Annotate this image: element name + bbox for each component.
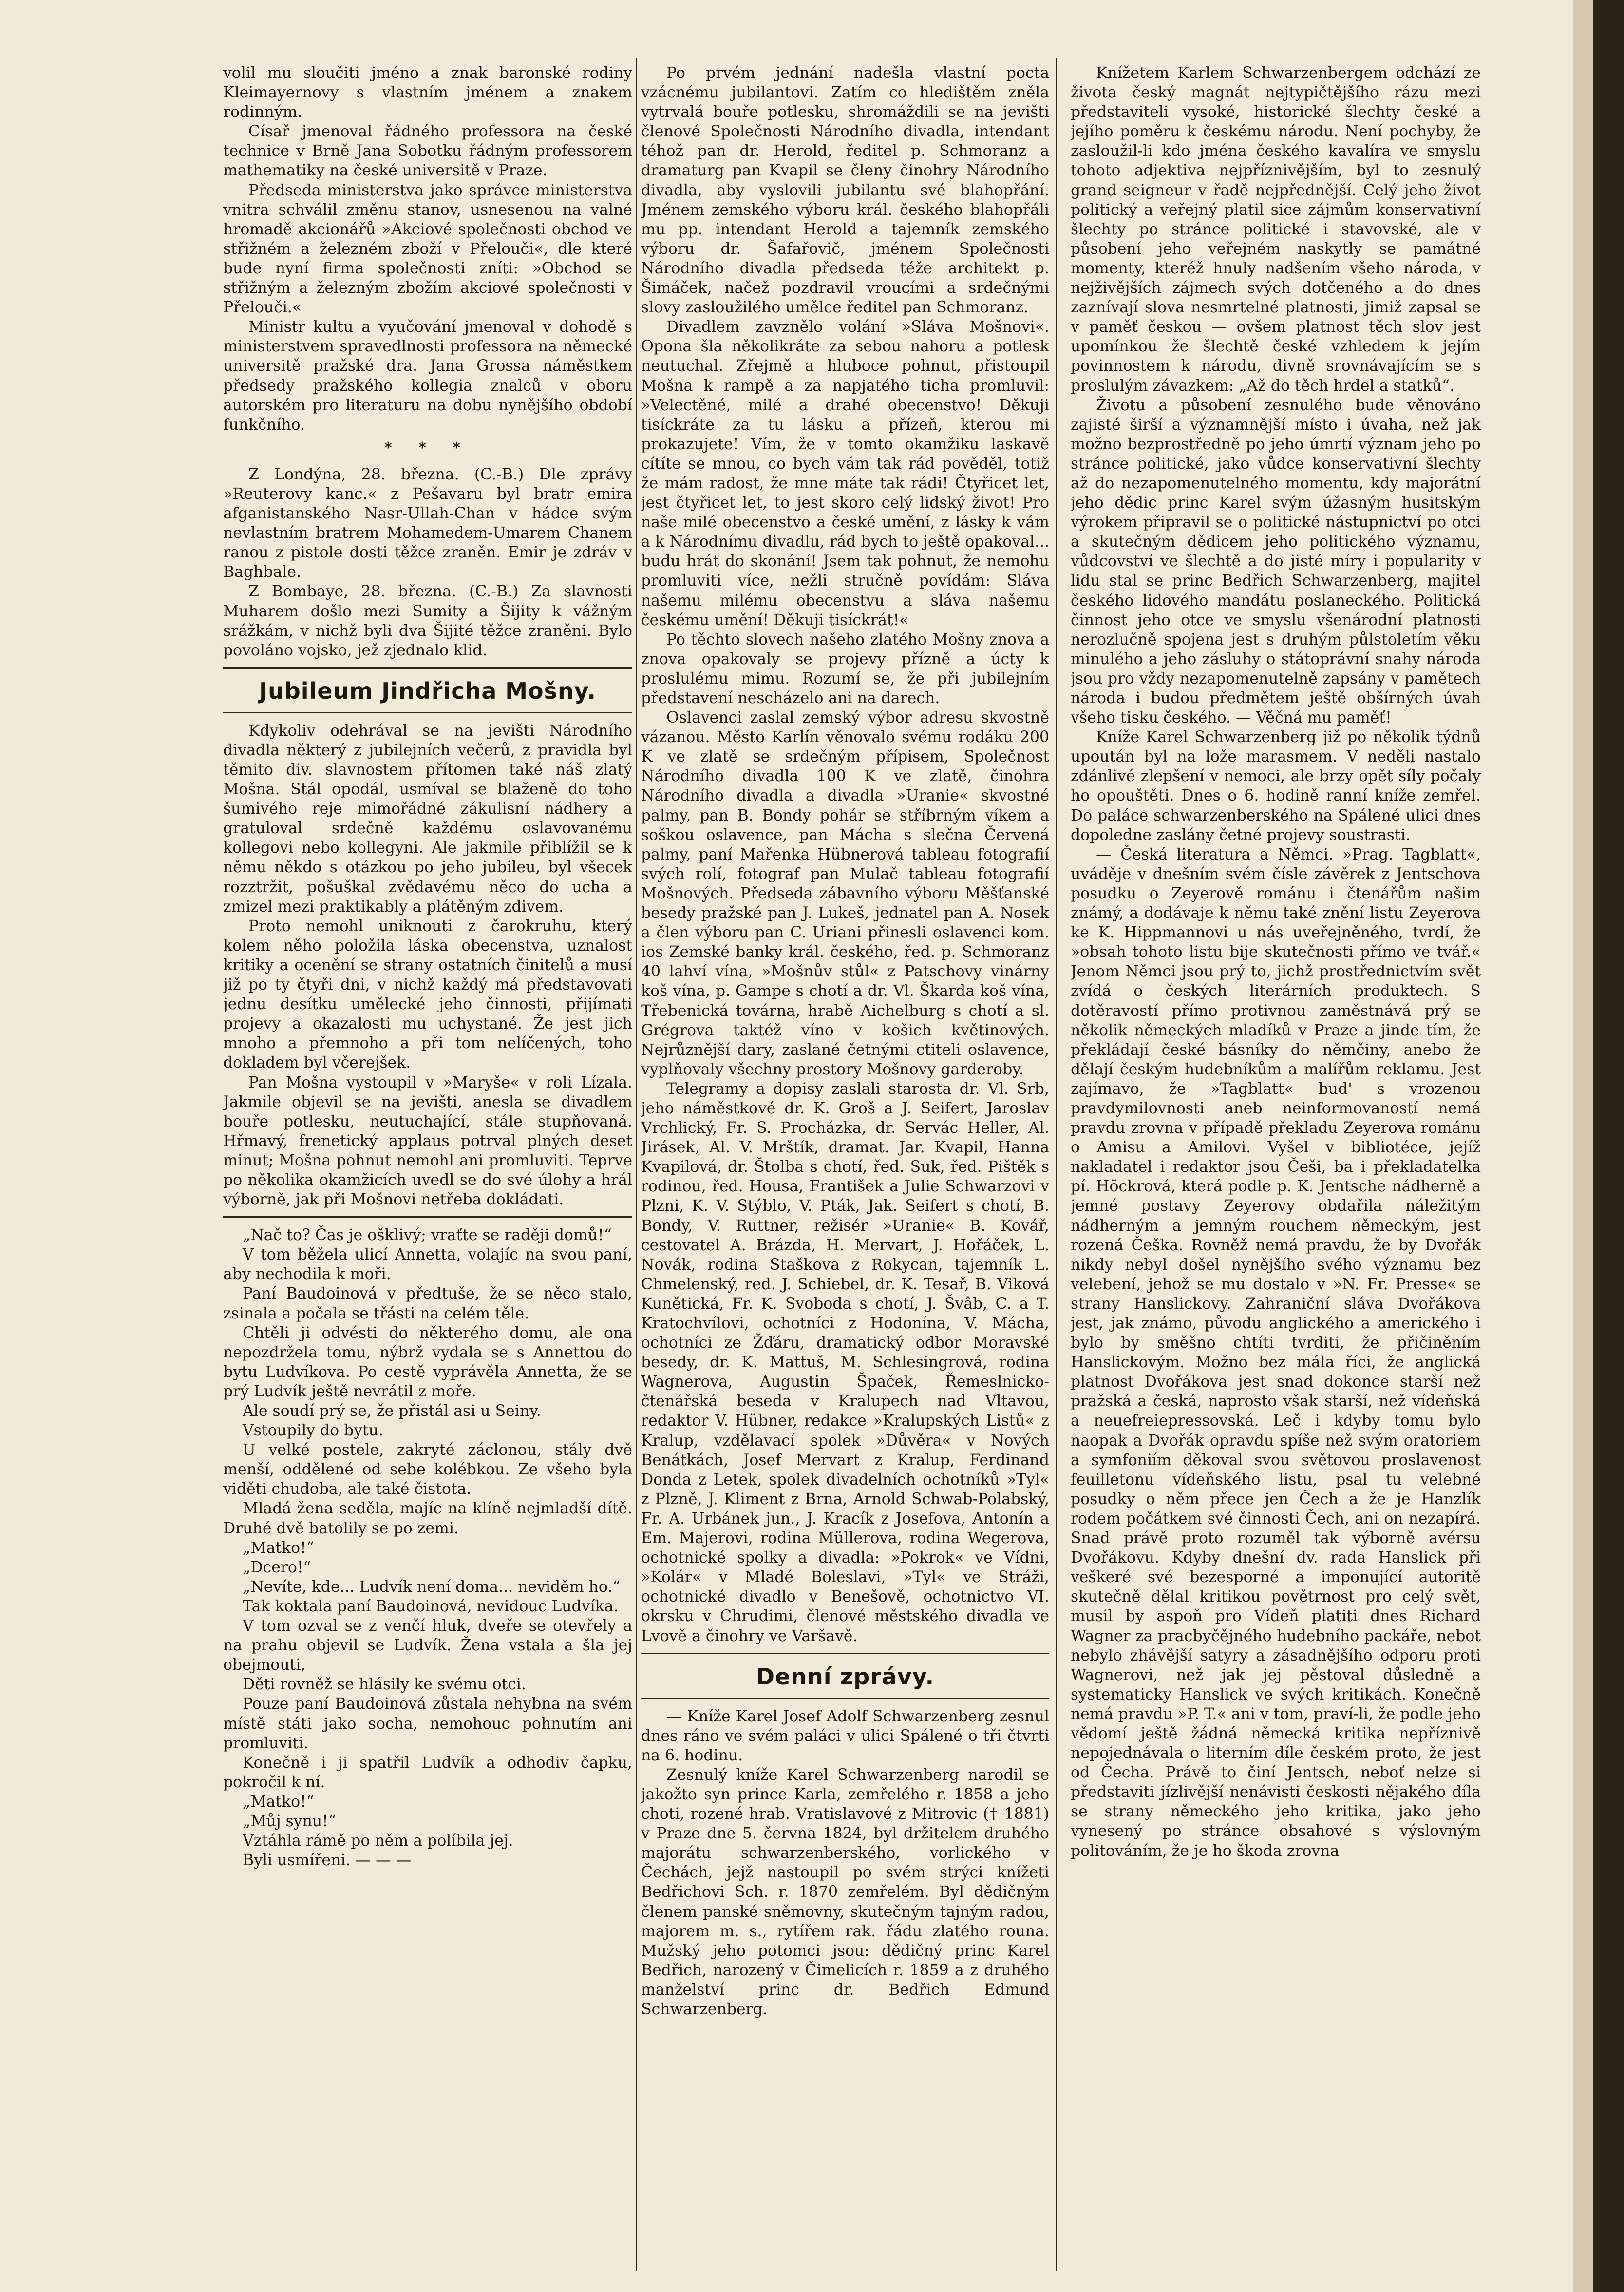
feuilleton-paragraph: Ale soudí prý se, že přistál asi u Seiny. (243, 1402, 541, 1420)
section-rule (223, 712, 632, 713)
section-rule (641, 1698, 1049, 1699)
news-paragraph: Zesnulý kníže Karel Schwarzenberg narodil se jakožto syn prince Karla, zemřelého r. 1858 a jeho choti, rozené hrab. Vratislavové z Mitrovic († 1881) v Praze dne 5. června 1824, byl držitelem druhého majorátu schwarzenberského, vorlického v Čechách, jejž nastoupil po svém strýci knížeti Bedřichovi Sch. r. 1870 zemřelém. Byl dědičným členem panské sněmovny, skutečným tajným radou, majorem m. s., rytířem rak. řádu zlatého rouna. Mužský jeho potomci jsou: dědičný princ Karel Bedřich, narozený v Čimelicích r. 1859 a z druhého manželství princ dr. Bedřich Edmund Schwarzenberg. (641, 1766, 1049, 2018)
feuilleton-paragraph: Pouze paní Baudoinová zůstala nehybna na svém místě státi jako socha, nemohouc pohnutím ani promluviti. (223, 1695, 632, 1752)
column-middle (641, 63, 1049, 2271)
news-paragraph: Životu a působení zesnulého bude věnováno zajisté širší a významnější místo i úvaha, než jak možno bezprostředně po jeho úmrtí význam jeho po stránce politické, jako vůdce konservativní šlechty až do nezapomenutelného momentu, kdy majorátní jeho dědic princ Karel svým úžasným husitským výrokem připravil se o politické nástupnictví po otci a skutečným dědicem jeho politického významu, vůdcovství ve šlechtě a do jisté míry i popularity v lidu stal se princ Bedřich Schwarzenberg, majitel českého lidového mandátu poslaneckého. Politická činnost jeho otce ve smyslu všenárodní platnosti nerozlučně spojena jest s druhým půlstoletím věku minulého a jeho zásluhy o státoprávní snahy národa jsou pro vždy nezapomenutelně zapsány v pamětech národa i budou předmětem ještě obšírných úvah všeho tisku českého. — Věčná mu paměť! (1071, 396, 1481, 727)
column-right (1071, 63, 1481, 2271)
feuilleton-paragraph: „Můj synu!“ (243, 1812, 336, 1830)
article-paragraph: Telegramy a dopisy zaslali starosta dr. Vl. Srb, jeho náměstkové dr. K. Groš a J. Seifert, Jaroslav Vrchlický, Fr. S. Procházka, dr. Servác Heller, Al. Jirásek, Al. V. Mrštík, dramat. Jar. Kvapil, Hanna Kvapilová, dr. Štolba s chotí, řed. Suk, řed. Pištěk s rodinou, řed. Housa, František a Julie Schwarzovi v Plzni, K. V. Stýblo, V. Pták, Jak. Seifert s chotí, B. Bondy, V. Ruttner, režisér »Uranie« B. Kovář, cestovatel A. Brázda, H. Mervart, J. Hořáček, L. Novák, rodina Staškova z Rokycan, tajemník L. Chmelenský, red. J. Schiebel, dr. K. Tesař, B. Viková Kunětická, Fr. K. Svoboda s chotí, J. Švâb, C. a T. Kratochvílovi, ochotníci z Hodonína, V. Mácha, ochotníci ze Žďáru, dramatický odbor Moravské besedy, dr. K. Mattuš, M. Schlesingrová, rodina Wagnerova, Augustin Špaček, Řemeslnicko-čtenářská beseda v Kralupech nad Vltavou, redaktor V. Hübner, redakce »Kralupských Listů« z Kralup, vzdělavací spolek »Důvěra« v Nových Benátkách, Josef Mervart z Kralup, Ferdinand Donda z Letek, spolek divadelních ochotníků »Tyl« z Plzně, J. Kliment z Brna, Arnold Schwab-Polabský, Fr. A. Urbánek jun., J. Kracík z Josefova, Antonín a Em. Majerovi, rodina Müllerova, rodina Wegerova, ochotnické spolky a divadla: »Pokrok« ve Vídni, »Kolár« v Mladé Boleslavi, »Tyl« ve Stráži, ochotnické divadlo v Benešově, ochotnictvo VI. okrsku v Chrudimi, členové městského divadla ve Lvově a činohry ve Varšavě. (641, 1080, 1049, 1645)
feuilleton-rule (223, 1216, 632, 1218)
column-divider-1 (636, 58, 637, 2271)
jubileum-heading: Jubileum Jindřicha Mošny. (259, 677, 597, 704)
article-paragraph: Divadlem zavznělo volání »Sláva Mošnovi«. Opona šla několikráte za sebou nahoru a potlesk neutuchal. Zřejmě a hluboce pohnut, přistoupil Mošna k rampě a za napjatého ticha promluvil: »Velectěné, milé a drahé obecenstvo! Děkuji tisíckráte za tu lásku a přízeň, kterou mi prokazujete! Vím, že v tomto okamžiku laskavě cítíte se mnou, co bych vám tak rád pověděl, totiž že mám radost, že mne máte tak rádi! Čtyřicet let, jest čtyřicet let, to jest skoro celý lidský život! Pro naše milé obecenstvo a české umění, z lásky k vám a k Národnímu divadlu, rád bych to ještě opakoval... budu hrát do skonání! Jsem tak pohnut, že nemohu promluviti více, nežli stručně povídám: Sláva našemu milému obecenstvu a sláva našemu českému umění! Děkuji tisíckrát!« (641, 318, 1049, 629)
article-paragraph: Po těchto slovech našeho zlatého Mošny znova a znova opakovaly se projevy přízně a úcty k proslulému mimu. Rozumí se, že při jubilejním představení nescházelo ani na darech. (641, 630, 1049, 707)
section-rule (223, 667, 632, 668)
column-left (223, 63, 632, 2271)
daily-news-heading: Denní zprávy. (755, 1663, 935, 1690)
feuilleton-paragraph: „Dcero!“ (243, 1558, 311, 1576)
news-paragraph: Kníže Karel Schwarzenberg již po několik týdnů upoután byl na lože marasmem. V neděli nastalo zdánlivé zlepšení v nemoci, ale brzy opět síly počaly ho opouštěti. Dnes o 6. hodině ranní kníže zemřel. Do paláce schwarzenberského na Spálené ulici dnes dopoledne zaslány četné projevy soustrasti. (1071, 728, 1481, 844)
news-paragraph: Z Bombaye, 28. března. (C.-B.) Za slavnosti Muharem došlo mezi Sumity a Šijity k vážným srážkám, v nichž byli dva Šijité těžce zraněni. Bylo povoláno vojsko, jež zjednalo klid. (223, 583, 632, 659)
feuilleton-paragraph: Byli usmířeni. — — — (243, 1852, 412, 1870)
news-paragraph: Císař jmenoval řádného professora na české technice v Brně Jana Sobotku řádným professorem mathematiky na české universitě v Praze. (223, 123, 632, 180)
feuilleton-paragraph: Paní Baudoinová v předtuše, že se něco stalo, zsinala a počala se třásti na celém těle. (223, 1285, 632, 1322)
feuilleton-paragraph: V tom běžela ulicí Annetta, volajíc na svou paní, aby nechodila k moři. (223, 1246, 632, 1283)
scan-background-edge (1593, 0, 1624, 2292)
news-paragraph: Ministr kultu a vyučování jmenoval v dohodě s ministerstvem spravedlnosti professora na německé universitě pražské dra. Jana Grossa náměstkem předsedy pražského kollegia znalců v oboru autorském pro literaturu na dobu nynějšího období funkčního. (223, 318, 632, 434)
feuilleton-paragraph: U velké postele, zakryté záclonou, stály dvě menší, oddělené od sebe kolébkou. Ze všeho byla viděti chudoba, ale také čistota. (223, 1441, 632, 1498)
feuilleton-paragraph: Vstoupily do bytu. (243, 1422, 384, 1440)
article-paragraph: Pan Mošna vystoupil v »Maryše« v roli Lízala. Jakmile objevil se na jevišti, anesla se divadlem bouře potlesku, neutuchající, stále stupňovaná. Hřmavý, frenetický applaus potrval plných deset minut; Mošna pohnut nemohl ani promluviti. Teprve po několika okamžicích uvedl se do své úlohy a hrál výborně, jak při Mošnovi netřeba dokládati. (223, 1073, 632, 1209)
news-paragraph: Knížetem Karlem Schwarzenbergem odchází ze života český magnát nejtypičtějšího rázu mezi představiteli vysoké, historické šlechty české a jejího poměru k českému národu. Není pochyby, že zasloužil-li kdo jména českého kavalíra ve smyslu tohoto adjektiva nejpříznivějším, byl to zesnulý grand seigneur v řadě nejpřednější. Celý jeho život politický a veřejný platil sice zájmům konservativní šlechty po stránce politické i stavovské, ale v působení jeho veřejném naskytly se památné momenty, kteréž hnuly nadšením všeho národa, v nejživějších zájmech svých dotčeného a do dnes zaznívají slova nesmrtelné platnosti, jimiž zapsal se v paměť českou — ovšem platnost těch slov jest upomínkou že šlechtě české vzhledem k jejím povinnostem k národu, divně srovnávajícím se s proslulým závazkem: „Až do těch hrdel a statků“. (1071, 64, 1481, 395)
article-paragraph: Kdykoliv odehrával se na jevišti Národního divadla některý z jubilejních večerů, z pravidla byl těmito div. slavnostem přítomen také náš zlatý Mošna. Stál opodál, usmíval se blaženě do toho šumivého reje mimořádné zákulisní nádhery a gratuloval srdečně každému oslavovanému kollegovi nebo kollegyni. Ale jakmile přiblížil se k němu někdo s otázkou po jeho jubileu, byl všecek rozztržit, pošuškal zvědavému něco do ucha a zmizel mezi praktikably a plátěným zdivem. (223, 722, 632, 916)
article-paragraph: Oslavenci zaslal zemský výbor adresu skvostně vázanou. Město Karlín věnovalo svému rodáku 200 K ve zlatě se srdečným přípisem, Společnost Národního divadla 100 K ve zlatě, činohra Národního divadla a divadla »Uranie« skvostné palmy, pan B. Bondy pohár se stříbrným víkem a soškou oslavence, pan Mácha s slečna Červená palmy, paní Mařenka Hübnerová tableau fotografií svých rolí, fotograf pan Mulač tableau fotografií Mošnových. Předseda zábavního výboru Měšťanské besedy pražské pan J. Lukeš, jednatel pan A. Nosek a člen výboru pan C. Uriani přinesli oslavenci kom. ios Zemské banky král. českého, řed. p. Schmoranz 40 lahví vína, »Mošnův stůl« z Patschovy vinárny koš vína, p. Gampe s chotí a dr. Vl. Škarda koš vína, Třebenická továrna, hrabě Aichelburg s chotí a sl. Grégrova taktéž víno v košich květinových. Nejrůznější dary, zaslané četnými ctiteli oslavence, vyplňovaly všechny prostory Mošnovy garderoby. (641, 709, 1049, 1078)
feuilleton-paragraph: „Nač to? Čas je ošklivý; vraťte se raději domů!“ (243, 1226, 612, 1244)
article-paragraph: Proto nemohl uniknouti z čarokruhu, který kolem něho položila láska obecenstva, uznalost kritiky a ocenění se strany ostatních činitelů a musí již po ty čtyři dni, v nichž každý má představovati jednu desítku umělecké jeho činnosti, přijímati projevy a okazalosti mu uchystané. Že jest jich mnoho a přemnoho a při tom nelíčených, toho dokladem byl včerejšek. (223, 917, 632, 1072)
feuilleton-paragraph: „Nevíte, kde... Ludvík není doma... neviděm ho.“ (243, 1578, 621, 1596)
feuilleton-paragraph: Chtěli ji odvésti do některého domu, ale ona nepozdržela tomu, nýbrž vydala se s Annettou do bytu Ludvíkova. Po cestě vyprávěla Annetta, že se prý Ludvík ještě nevrátil z moře. (223, 1324, 632, 1400)
feuilleton-paragraph: „Matko!“ (243, 1793, 314, 1811)
feuilleton-paragraph: Děti rovněž se hlásily ke svému otci. (243, 1676, 526, 1694)
feuilleton-paragraph: Mladá žena seděla, majíc na klíně nejmladší dítě. Druhé dvě batolily se po zemi. (223, 1500, 632, 1537)
news-paragraph: volil mu sloučiti jméno a znak baronské rodiny Kleimayernovy s vlastním jménem a znakem rodinným. (223, 64, 632, 121)
section-rule (641, 1653, 1049, 1654)
news-paragraph: Předseda ministerstva jako správce ministerstva vnitra schválil změnu stanov, usnesenou na valné hromadě akcionářů »Akciové společnosti obchod ve střižném a železném zboží v Přelouči«, dle které bude nyní firma společnosti zníti: »Obchod se střižným a železným zbožím akciové společnosti v Přelouči.« (223, 181, 632, 317)
feuilleton-paragraph: „Matko!“ (243, 1539, 314, 1557)
news-paragraph: — Kníže Karel Josef Adolf Schwarzenberg zesnul dnes ráno ve svém paláci v ulici Spálené o tři čtvrti na 6. hodinu. (641, 1707, 1049, 1764)
article-paragraph: Po prvém jednání nadešla vlastní pocta vzácnému jubilantovi. Zatím co hledištěm zněla vytrvalá bouře potlesku, shromáždili se na jevišti členové Společnosti Národního divadla, intendant téhož pan dr. Herold, ředitel p. Schmoranz a dramaturg pan Kvapil se členy činohry Národního divadla, aby vyslovili jubilantu své blahopřání. Jménem zemského výboru král. českého blahopřáli mu pp. intendant Herold a tajemník zemského výboru dr. Šafařovič, jménem Společnosti Národního divadla předseda téže architekt p. Šimáček, načež pozdravil vroucími a srdečnými slovy zasloužilého umělce ředitel pan Schmoranz. (641, 64, 1049, 317)
feuilleton-paragraph: Vztáhla rámě po něm a políbila jej. (243, 1832, 513, 1850)
feuilleton-paragraph: Konečně i ji spatřil Ludvík a odhodiv čapku, pokročil k ní. (223, 1754, 632, 1791)
feuilleton-paragraph: V tom ozval se z venčí hluk, dveře se otevřely a na prahu objevil se Ludvík. Žena vstala a šla jej obejmouti, (223, 1617, 632, 1674)
feuilleton-paragraph: Tak koktala paní Baudoinová, nevidouc Ludvíka. (243, 1597, 619, 1615)
news-paragraph: — Česká literatura a Němci. »Prag. Tagblatt«, uváděje v dnešním svém čísle závěrek z Jentschova posudku o Zeyerově románu i čtenářům našim známý, a dodávaje k němu také znění listu Zeyerova ke K. Hippmannovi u nás uveřejněného, tvrdí, že »obsah tohoto listu bije skutečnosti přímo ve tvář.« Jenom Němci jsou prý to, jichž prostřednictvím svět zvídá o českých literárních produktech. S dotěravostí přímo protivnou zaměstnává prý se několik německých mladíků v Praze a jinde tím, že překládají české básníky do němčiny, anebo že dělají českým hudebníkům a malířům reklamu. Jest zajímavo, že »Tagblatt« bud' s vrozenou pravdymilovnosti aneb neinformovaností nemá pravdu zrovna v případě překladu Zeyerova románu o Amisu a Amilovi. Vyšel v bibliotéce, jejíž nakladatel i redaktor jsou Češi, ba i překladatelka pí. Höckrová, která podle p. K. Jentsche nádherně a jemné postavy Zeyerovy obdařila náležitým nádherným a jemným rouchem německým, jest rozená Češka. Rovněž nemá pravdu, že by Dvořák nikdy nebyl došel nynějšího svého významu bez velebení, jehož se mu dostalo v »N. Fr. Presse« se strany Hanslickovy. Zahraniční sláva Dvořákova jest, jak známo, původu anglického a amerického i bylo by směšno chtíti tvrditi, že přičiněním Hanslickovým. Možno bez mála říci, že anglická platnost Dvořákova jest snad dokonce starší než pražská a česká, naprosto však starší, než vídeňská a neuefreiepressovská. Leč i kdyby tomu bylo naopak a Dvořák opravdu spíše než svým oratoriem a symfoniím děkoval svou světovou proslavenost feuilletonu vídeňského listu, psal tu velebné posudky o něm přece jen Čech a že je Hanzlík rodem počátkem své činnosti Čech, ani on nezapírá. Snad právě proto rozuměl tak výborně avérsu Dvořákovu. Kdyby dnešní dv. rada Hanslick při veškeré své bezesporné a imponující autoritě skutečně dělal kritikou povětrnost pro celý svět, musil by aspoň pro Vídeň platiti dnes Richard Wagner za pracbyčějného hudebního packáře, nebot nebylo zhávější satyry a zásadnějšího odporu proti Wagnerovi, než jak jej pěstoval důsledně a systematicky Hanslick ve svých kritikách. Konečně nemá pravdu »P. T.« ani v tom, praví-li, že podle jeho vědomí ještě žádná německá kritika nepříznivě nepojednávala o literním díle českém proto, že jest od Čecha. Právě to činí Jentsch, neboť nelze si představiti jízlivější nenávisti českosti nějakého díla se strany německého jeho kritika, jako jeho vynesený po stránce obsahové s výslovným politováním, že je ho škoda zrovna (1071, 845, 1481, 1860)
news-paragraph: Z Londýna, 28. března. (C.-B.) Dle zprávy »Reuterovy kanc.« z Pešavaru byl bratr emira afganistanského Nasr-Ullah-Chan v hádce svým nevlastním bratrem Mohamedem-Umarem Chanem ranou z pistole dosti těžce zraněn. Emir je zdráv v Baghbale. (223, 465, 632, 581)
column-divider-2 (1056, 58, 1057, 2271)
page-edge-shadow (1573, 0, 1593, 2292)
section-stars: * * * (384, 439, 471, 457)
